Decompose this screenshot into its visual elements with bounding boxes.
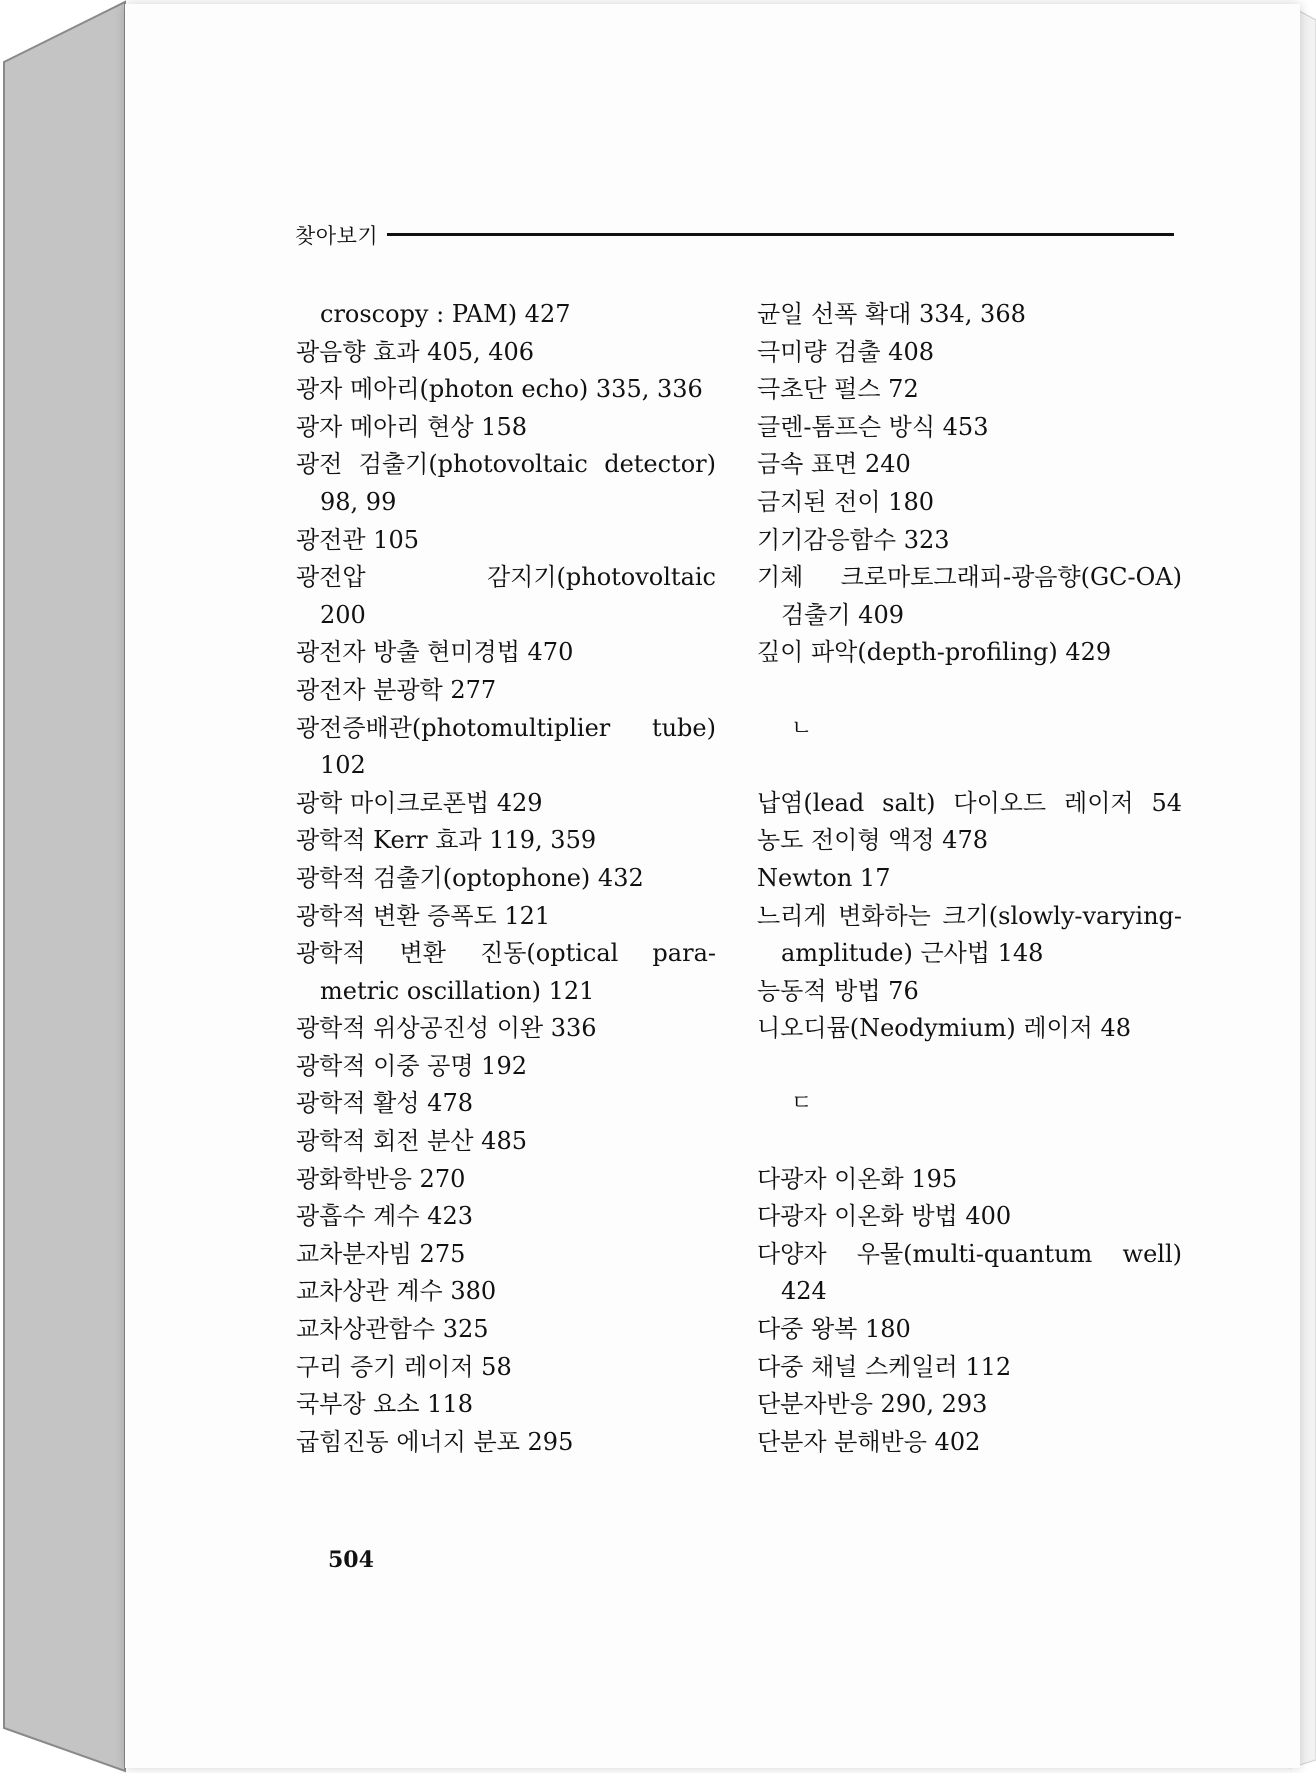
index-entry (757, 1349, 1182, 1387)
index-entry (296, 1198, 716, 1236)
index-entry-line: 굽힘진동 에너지 분포 295 (296, 1427, 574, 1456)
index-column-left (296, 296, 716, 1461)
section-letter: ㄷ (791, 1091, 813, 1117)
index-entry-line: 교차상관 계수 380 (296, 1277, 497, 1306)
index-entry (296, 1386, 716, 1424)
index-entry-line: 깊이 파악(depth-profiling) 429 (757, 638, 1112, 667)
index-entry (296, 1424, 716, 1462)
index-entry-line: 국부장 요소 118 (296, 1390, 473, 1419)
index-entry-line: 광전관 105 (296, 525, 419, 554)
index-entry-line: 기기감응함수 323 (757, 525, 950, 554)
index-entry-line: 능동적 방법 76 (757, 976, 919, 1005)
index-entry-line: 광전자 방출 현미경법 470 (296, 638, 574, 667)
index-entry-line: 광학적 변환 증폭도 121 (296, 901, 551, 930)
index-entry-line: 다중 채널 스케일러 112 (757, 1352, 1012, 1381)
index-entry (296, 710, 716, 785)
index-entry-line: 단분자반응 290, 293 (757, 1390, 988, 1419)
index-entry-line: 금속 표면 240 (757, 450, 911, 479)
book-spine-face (4, 2, 125, 1771)
index-entry-line: 광자 메아리 현상 158 (296, 412, 527, 441)
index-entry-line: 다광자 이온화 방법 400 (757, 1202, 1012, 1231)
index-entry (296, 1236, 716, 1274)
index-entry (757, 860, 1182, 898)
index-entry (757, 371, 1182, 409)
index-entry-line: 광전 검출기(photovoltaic detector) (296, 450, 716, 479)
index-entry-line: 광학적 회전 분산 485 (296, 1127, 527, 1156)
index-entry (757, 559, 1182, 634)
index-entry (296, 1010, 716, 1048)
blank-spacer (757, 1123, 1182, 1161)
index-entry (296, 1349, 716, 1387)
index-entry-line: 광흡수 계수 423 (296, 1202, 473, 1231)
index-entry-line: 다중 왕복 180 (757, 1315, 911, 1344)
index-entry-line: 다광자 이온화 195 (757, 1164, 958, 1193)
index-entry (296, 371, 716, 409)
index-entry-line: 구리 증기 레이저 58 (296, 1352, 512, 1381)
index-entry-line: 광전증배관(photomultiplier tube) (296, 713, 716, 742)
section-letter: ㄴ (791, 715, 813, 741)
index-entry-line: 극초단 펄스 72 (757, 375, 919, 404)
index-entry-line: 금지된 전이 180 (757, 487, 934, 516)
index-entry-line: 기체 크로마토그래피-광음향(GC-OA) (757, 563, 1182, 592)
index-entry-line: 글렌-톰프슨 방식 453 (757, 412, 989, 441)
blank-spacer (757, 672, 1182, 710)
index-entry-line: 단분자 분해반응 402 (757, 1427, 981, 1456)
index-entry (757, 1198, 1182, 1236)
index-entry-line: Newton 17 (757, 863, 891, 892)
index-entry (757, 822, 1182, 860)
index-entry (296, 1085, 716, 1123)
blank-spacer (757, 1048, 1182, 1086)
index-entry-line: 광학적 이중 공명 192 (296, 1051, 527, 1080)
index-entry-line: 광화학반응 270 (296, 1164, 466, 1193)
index-entry-continuation: metric oscillation) 121 (320, 976, 595, 1005)
index-entry (757, 973, 1182, 1011)
index-entry-continuation: amplitude) 근사법 148 (781, 939, 1044, 968)
index-entry-line: 균일 선폭 확대 334, 368 (757, 300, 1026, 328)
index-entry-line: 니오디뮴(Neodymium) 레이저 48 (757, 1014, 1132, 1043)
index-entry (296, 785, 716, 823)
page-number: 504 (328, 1547, 374, 1573)
index-entry-line: 교차분자빔 275 (296, 1239, 466, 1268)
index-entry (757, 898, 1182, 973)
index-entry (757, 446, 1182, 484)
index-entry (296, 634, 716, 672)
index-entry-continuation: 200 (320, 600, 366, 629)
index-entry (757, 1010, 1182, 1048)
index-entry-continuation: 102 (320, 751, 366, 780)
index-entry (296, 1048, 716, 1086)
index-entry-line: 광학적 위상공진성 이완 336 (296, 1014, 597, 1043)
index-entry (296, 1161, 716, 1199)
index-entry (296, 522, 716, 560)
index-entry (757, 296, 1182, 334)
running-head: 찾아보기 (295, 224, 379, 248)
index-entry-line: 광전압 감지기(photovoltaic (296, 563, 716, 592)
index-entry (757, 1161, 1182, 1199)
index-entry (757, 522, 1182, 560)
index-column-right (757, 296, 1182, 1461)
index-entry (296, 1311, 716, 1349)
index-entry-line: 광학적 활성 478 (296, 1089, 473, 1118)
index-entry-line: 납염(lead salt) 다이오드 레이저 54 (757, 788, 1182, 817)
index-entry (296, 822, 716, 860)
index-entry (757, 334, 1182, 372)
index-entry (296, 672, 716, 710)
index-entry (757, 1311, 1182, 1349)
index-entry (296, 1123, 716, 1161)
index-entry-line: 광학적 검출기(optophone) 432 (296, 863, 644, 892)
index-entry (757, 1386, 1182, 1424)
index-entry-continuation: 424 (781, 1277, 827, 1306)
index-entry (757, 484, 1182, 522)
index-entry-line: 광전자 분광학 277 (296, 675, 497, 704)
index-entry (757, 409, 1182, 447)
header-rule (387, 233, 1174, 236)
index-entry-continuation: 98, 99 (320, 487, 397, 516)
blank-spacer (757, 747, 1182, 785)
index-entry-line: 교차상관함수 325 (296, 1315, 489, 1344)
index-entry (296, 559, 716, 634)
index-entry (296, 860, 716, 898)
index-entry (757, 1424, 1182, 1462)
index-entry-line: 극미량 검출 408 (757, 337, 934, 366)
index-entry (296, 409, 716, 447)
index-entry-line: 광음향 효과 405, 406 (296, 337, 535, 366)
index-entry-line: 느리게 변화하는 크기(slowly-varying- (757, 901, 1182, 930)
index-entry-line: 광학적 변환 진동(optical para- (296, 939, 716, 968)
index-entry (296, 1273, 716, 1311)
index-entry (757, 634, 1182, 672)
index-entry-line: 광자 메아리(photon echo) 335, 336 (296, 375, 703, 404)
index-entry (296, 334, 716, 372)
index-entry-line: 농도 전이형 액정 478 (757, 826, 988, 855)
index-entry (296, 296, 716, 334)
index-entry (757, 785, 1182, 823)
index-entry (296, 446, 716, 521)
index-entry (296, 898, 716, 936)
index-entry-line: 다양자 우물(multi-quantum well) (757, 1239, 1182, 1268)
index-entry (757, 1236, 1182, 1311)
index-entry-line: 광학적 Kerr 효과 119, 359 (296, 826, 597, 855)
index-entry-continuation: 검출기 409 (781, 600, 904, 629)
index-entry-line: croscopy : PAM) 427 (320, 300, 571, 328)
index-entry (296, 935, 716, 1010)
index-entry-line: 광학 마이크로폰법 429 (296, 788, 543, 817)
